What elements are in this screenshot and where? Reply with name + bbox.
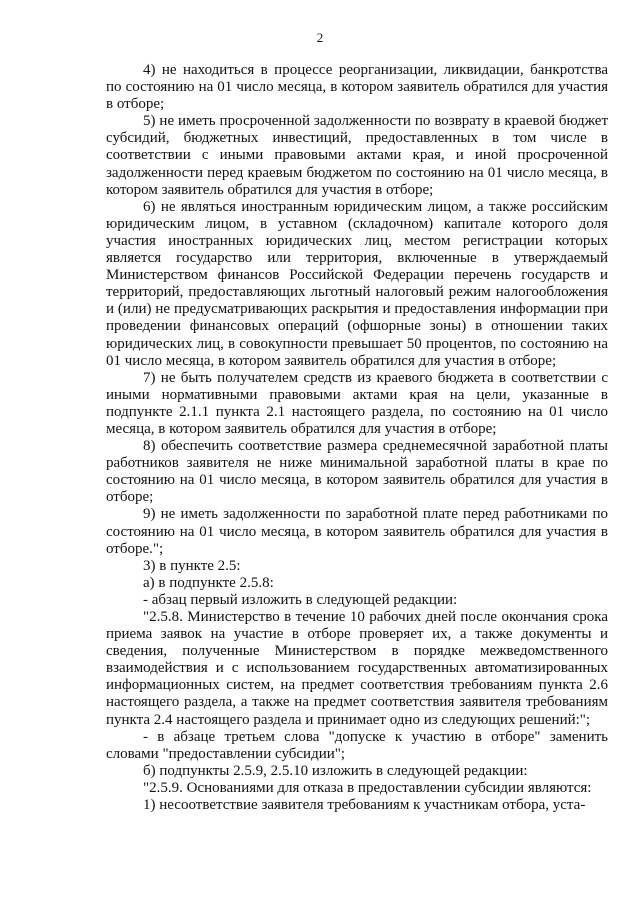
paragraph-2-5-8-text: "2.5.8. Министерство в течение 10 рабочих дней после окончания срока приема заявок на участие в отборе проверяет их, а также документы и сведения, полученные Министерством в порядке межведомственного взаимодействия и с использованием государственных автоматизированных информационных систем, на предмет соответствия требованиям пункта 2.6 настоящего раздела, а также на предмет соответствия заявителя требованиям пункта 2.4 настоящего раздела и принимает одно из следующих решений:"; <box>106 609 608 728</box>
paragraph-first-abzac: - абзац первый изложить в следующей редакции: <box>143 591 458 608</box>
paragraph-subpoint-2-5-8: а) в подпункте 2.5.8: <box>143 574 274 591</box>
paragraph-third-abzac: - в абзаце третьем слова "допуске к участию в отборе" заменить словами "предоставлении субсидии"; <box>106 728 608 762</box>
document-body <box>106 62 608 814</box>
paragraph-subpoints-2-5-9-2-5-10: б) подпункты 2.5.9, 2.5.10 изложить в следующей редакции: <box>143 762 528 779</box>
paragraph-item-4: 4) не находиться в процессе реорганизации, ликвидации, банкротства по состоянию на 01 число месяца, в котором заявитель обратился для участия в отборе; <box>106 62 608 113</box>
paragraph-amendment-2-5: 3) в пункте 2.5: <box>143 557 241 574</box>
page-number: 2 <box>316 30 324 45</box>
paragraph-2-5-9-text: "2.5.9. Основаниями для отказа в предоставлении субсидии являются: <box>143 779 592 796</box>
paragraph-item-7: 7) не быть получателем средств из краевого бюджета в соответствии с иными нормативными правовыми актами края на цели, указанные в подпункте 2.1.1 пункта 2.1 настоящего раздела, по состоянию на 01 число месяца, в котором заявитель обратился для участия в отборе; <box>106 369 608 437</box>
paragraph-item-9: 9) не иметь задолженности по заработной плате перед работниками по состоянию на 01 число месяца, в котором заявитель обратился для участия в отборе."; <box>106 506 608 557</box>
paragraph-refusal-reason-1: 1) несоответствие заявителя требованиям к участникам отбора, уста- <box>143 797 586 814</box>
paragraph-item-8: 8) обеспечить соответствие размера среднемесячной заработной платы работников заявителя не ниже минимальной заработной платы в крае по состоянию на 01 число месяца, в котором заявитель обратился для участия в отборе; <box>106 438 608 506</box>
paragraph-item-6: 6) не являться иностранным юридическим лицом, а также российским юридическим лицом, в уставном (складочном) капитале которого доля участия иностранных юридических лиц, местом регистрации которых является государство или территория, включенные в утверждаемый Министерством финансов Российской Федерации перечень государств и территорий, предоставляющих льготный налоговый режим налогообложения и (или) не предусматривающих раскрытия и предоставления информации при проведении финансовых операций (офшорные зоны) в отношении таких юридических лиц, в совокупности превышает 50 процентов, по состоянию на 01 число месяца, в котором заявитель обратился для участия в отборе; <box>106 198 608 369</box>
paragraph-item-5: 5) не иметь просроченной задолженности по возврату в краевой бюджет субсидий, бюджетных инвестиций, предоставленных в том числе в соответствии с иными правовыми актами края, и иной просроченной задолженности перед краевым бюджетом по состоянию на 01 число месяца, в котором заявитель обратился для участия в отборе; <box>106 113 608 198</box>
